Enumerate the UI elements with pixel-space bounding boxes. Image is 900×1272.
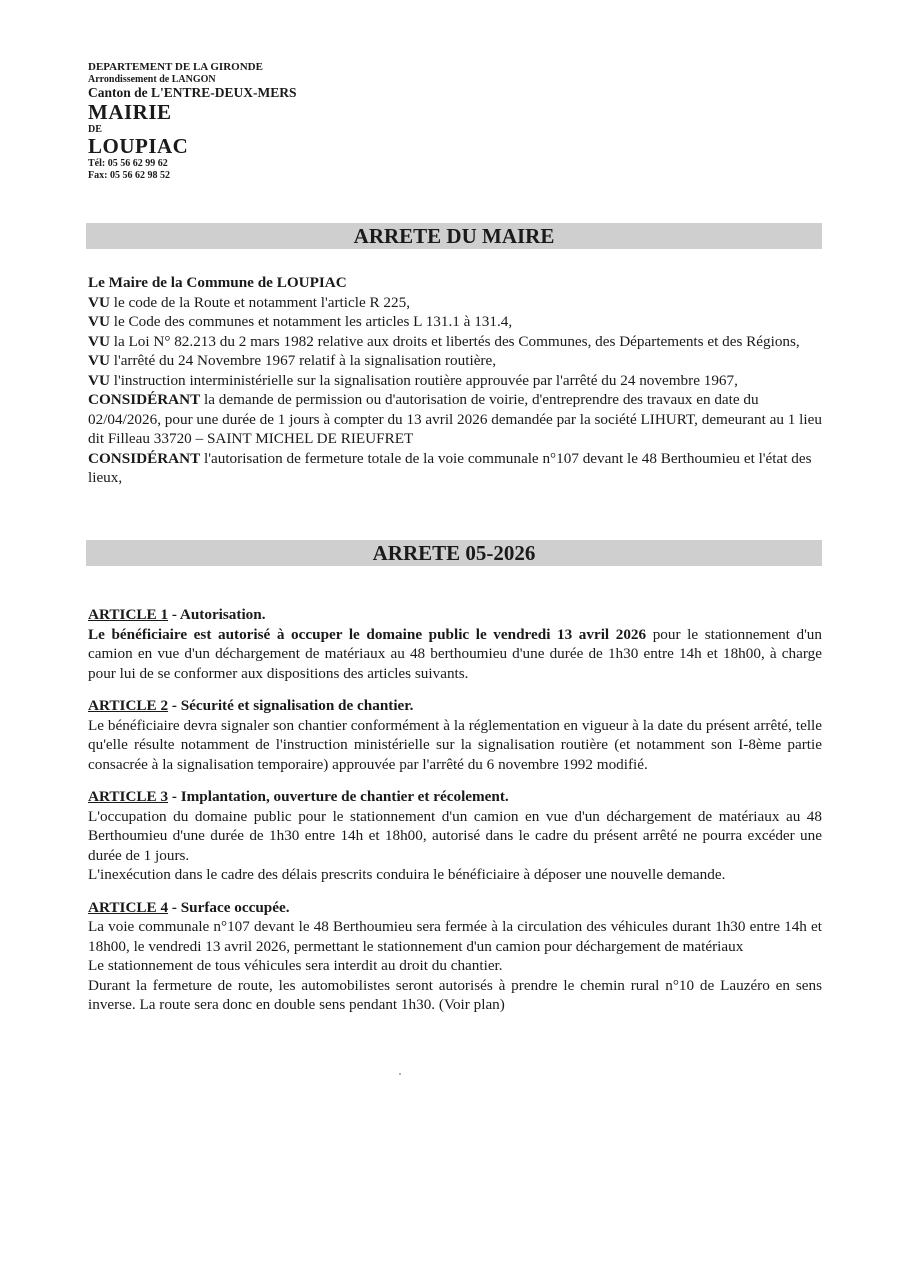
vu-text: l'instruction interministérielle sur la signalisation routière approuvée par l'arrêté du 24 novembre 1967, — [109, 371, 738, 389]
scan-speck — [399, 1073, 401, 1075]
article-lead: Le bénéficiaire est autorisé à occuper le domaine public le vendredi 13 avril 2026 — [88, 625, 647, 643]
banner-arrete-number — [86, 540, 822, 566]
article-4-body-2: Le stationnement de tous véhicules sera interdit au droit du chantier. — [88, 957, 503, 974]
article-3-body: L'occupation du domaine public pour le stationnement d'un camion en vue d'un déchargement de matériaux au 48 Berthoumieu d'une durée de 1h30 entre 14h et 18h00, autorisé dans le cadre du présent arrêté ne pourra excéder une durée de 1 jours. — [88, 807, 822, 864]
article-title: - Surface occupée. — [168, 898, 290, 916]
vu-line — [88, 371, 822, 391]
article-1-body — [88, 625, 822, 684]
vu-keyword: VU — [88, 313, 110, 330]
arrondissement: Arrondissement de LANGON — [88, 73, 216, 85]
vu-text: l'arrêté du 24 Novembre 1967 relatif à la signalisation routière, — [109, 352, 497, 369]
article-title: - Implantation, ouverture de chantier et récolement. — [168, 788, 509, 805]
banner-title: ARRETE DU MAIRE — [353, 224, 555, 248]
letterhead — [88, 61, 297, 181]
article-4-body-3: Durant la fermeture de route, les automobilistes seront autorisés à prendre le chemin rural n°10 de Lauzéro en sens inverse. La route sera donc en double sens pendant 1h30. (Voir plan) — [88, 976, 822, 1013]
vu-line — [88, 351, 822, 371]
article-number: ARTICLE 2 — [88, 697, 169, 714]
article-number: ARTICLE 4 — [88, 898, 169, 916]
vu-text: la Loi N° 82.213 du 2 mars 1982 relative aux droits et libertés des Communes, des Départements et des Régions, — [109, 332, 800, 350]
vu-text: le Code des communes et notamment les articles L 131.1 à 131.4, — [109, 313, 513, 330]
vu-text: le code de la Route et notamment l'article R 225, — [109, 293, 411, 311]
article-title: - Autorisation. — [168, 606, 266, 623]
article-4-heading — [88, 898, 822, 918]
article-3-heading — [88, 787, 822, 807]
article-title: - Sécurité et signalisation de chantier. — [168, 697, 414, 714]
article-4-body: La voie communale n°107 devant le 48 Berthoumieu sera fermée à la circulation des véhicules durant 1h30 entre 14h et 18h00, le vendredi 13 avril 2026, permettant le stationnement d'un camion pour déchargement de matériaux — [88, 918, 822, 955]
considerant-text: l'autorisation de fermeture totale de la voie communale n°107 devant le 48 Berthoumieu et l'état des lieux, — [88, 449, 812, 486]
vu-keyword: VU — [88, 352, 110, 369]
commune-name: LOUPIAC — [88, 134, 189, 159]
mairie-label: MAIRIE — [88, 99, 172, 124]
banner-title: ARRETE 05-2026 — [372, 541, 536, 565]
considerant-keyword: CONSIDÉRANT — [88, 449, 201, 467]
fax: Fax: 05 56 62 98 52 — [88, 169, 170, 181]
considerant-line — [88, 449, 822, 488]
de-label: DE — [88, 123, 102, 135]
vu-keyword: VU — [88, 332, 110, 350]
banner-arrete-du-maire — [86, 223, 822, 249]
article-2-body: Le bénéficiaire devra signaler son chantier conformément à la réglementation en vigueur à la date du présent arrêté, telle qu'elle résulte notamment de l'instruction ministérielle sur la signalisation routière (et notamment son I-8ème partie consacrée à la signalisation temporaire) approuvée par l'arrêté du 6 novembre 1992 modifié. — [88, 716, 822, 773]
article-1-heading — [88, 605, 822, 625]
article-text: pour le stationnement d'un camion en vue d'un déchargement de matériaux au 48 berthoumieu d'une durée de 1h30 entre 14h et 18h00, à charge pour lui de se conformer aux dispositions des articles suivants. — [88, 625, 822, 682]
preamble — [88, 273, 822, 488]
telephone: Tél: 05 56 62 99 62 — [88, 158, 168, 170]
departement: DEPARTEMENT DE LA GIRONDE — [88, 61, 263, 73]
article-number: ARTICLE 3 — [88, 788, 169, 805]
maire-line: Le Maire de la Commune de LOUPIAC — [88, 274, 347, 291]
vu-line — [88, 312, 822, 332]
vu-line — [88, 293, 822, 313]
canton: Canton de L'ENTRE-DEUX-MERS — [88, 85, 297, 101]
article-3-body-2: L'inexécution dans le cadre des délais prescrits conduira le bénéficiaire à déposer une nouvelle demande. — [88, 866, 726, 883]
considerant-line — [88, 390, 822, 449]
article-2-heading — [88, 696, 822, 716]
article-number: ARTICLE 1 — [88, 606, 169, 623]
considerant-keyword: CONSIDÉRANT — [88, 391, 201, 408]
vu-keyword: VU — [88, 293, 110, 311]
vu-line — [88, 332, 822, 352]
vu-keyword: VU — [88, 371, 110, 389]
considerant-text: la demande de permission ou d'autorisation de voirie, d'entreprendre des travaux en date du 02/04/2026, pour une durée de 1 jours à compter du 13 avril 2026 demandée par la société LIHURT, demeurant au 1 lieu dit Filleau 33720 – SAINT MICHEL DE RIEUFRET — [88, 391, 822, 447]
articles — [88, 605, 822, 1015]
